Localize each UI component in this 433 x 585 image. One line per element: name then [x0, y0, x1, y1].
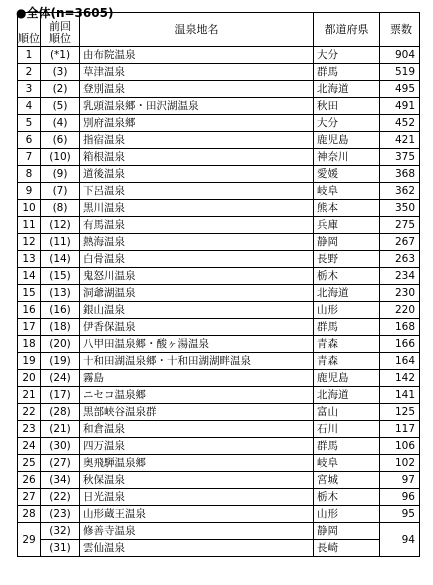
votes-cell: 275 [380, 217, 420, 234]
votes-cell: 95 [380, 506, 420, 523]
previous-rank-cell: (32) [41, 523, 80, 540]
prefecture-cell: 熊本 [314, 200, 380, 217]
table-row-4 [18, 98, 420, 115]
rank-cell: 23 [18, 421, 41, 438]
onsen-name-cell: ニセコ温泉郷 [80, 387, 314, 404]
rank-cell: 7 [18, 149, 41, 166]
table-row-9 [18, 183, 420, 200]
table-row-16 [18, 302, 420, 319]
table-row-21 [18, 387, 420, 404]
header-rank: 順位 [18, 13, 41, 47]
prefecture-cell: 山形 [314, 506, 380, 523]
onsen-name-cell: 日光温泉 [80, 489, 314, 506]
rank-cell: 13 [18, 251, 41, 268]
previous-rank-cell: (2) [41, 81, 80, 98]
prefecture-cell: 愛媛 [314, 166, 380, 183]
table-row-27 [18, 489, 420, 506]
votes-cell: 102 [380, 455, 420, 472]
previous-rank-cell: (3) [41, 64, 80, 81]
votes-cell: 491 [380, 98, 420, 115]
onsen-name-cell: 洞爺湖温泉 [80, 285, 314, 302]
onsen-name-cell: 有馬温泉 [80, 217, 314, 234]
rank-cell: 26 [18, 472, 41, 489]
onsen-name-cell: 道後温泉 [80, 166, 314, 183]
onsen-name-cell: 下呂温泉 [80, 183, 314, 200]
onsen-ranking-table [17, 12, 420, 557]
onsen-name-cell: 霧島 [80, 370, 314, 387]
prefecture-cell: 大分 [314, 47, 380, 64]
votes-cell: 166 [380, 336, 420, 353]
prefecture-cell: 静岡 [314, 234, 380, 251]
table-body [18, 47, 420, 557]
onsen-name-cell: 秋保温泉 [80, 472, 314, 489]
table-row-1 [18, 47, 420, 64]
onsen-name-cell: 指宿温泉 [80, 132, 314, 149]
prefecture-cell: 群馬 [314, 438, 380, 455]
rank-cell: 18 [18, 336, 41, 353]
prefecture-cell: 長崎 [314, 540, 380, 557]
rank-cell: 25 [18, 455, 41, 472]
votes-cell: 96 [380, 489, 420, 506]
previous-rank-cell: (6) [41, 132, 80, 149]
previous-rank-cell: (28) [41, 404, 80, 421]
table-row-18 [18, 336, 420, 353]
table-row-10 [18, 200, 420, 217]
onsen-name-cell: 八甲田温泉郷・酸ヶ湯温泉 [80, 336, 314, 353]
rank-cell: 28 [18, 506, 41, 523]
header-prefecture: 都道府県 [314, 13, 380, 47]
previous-rank-cell: (21) [41, 421, 80, 438]
previous-rank-cell: (16) [41, 302, 80, 319]
table-row-25 [18, 455, 420, 472]
table-row-6 [18, 132, 420, 149]
previous-rank-cell: (9) [41, 166, 80, 183]
rank-cell: 11 [18, 217, 41, 234]
rank-cell: 9 [18, 183, 41, 200]
table-row-3 [18, 81, 420, 98]
table-row-23 [18, 421, 420, 438]
table-row-tie-29a [18, 523, 420, 540]
table-row-28 [18, 506, 420, 523]
previous-rank-cell: (4) [41, 115, 80, 132]
prefecture-cell: 静岡 [314, 523, 380, 540]
header-onsen-name: 温泉地名 [80, 13, 314, 47]
table-row-11 [18, 217, 420, 234]
rank-cell: 24 [18, 438, 41, 455]
onsen-name-cell: 由布院温泉 [80, 47, 314, 64]
rank-cell: 1 [18, 47, 41, 64]
prefecture-cell: 兵庫 [314, 217, 380, 234]
rank-cell: 4 [18, 98, 41, 115]
prefecture-cell: 山形 [314, 302, 380, 319]
rank-cell: 5 [18, 115, 41, 132]
votes-cell: 220 [380, 302, 420, 319]
prefecture-cell: 秋田 [314, 98, 380, 115]
table-row-26 [18, 472, 420, 489]
onsen-name-cell: 四万温泉 [80, 438, 314, 455]
table-row-13 [18, 251, 420, 268]
votes-cell: 519 [380, 64, 420, 81]
prefecture-cell: 岐阜 [314, 455, 380, 472]
votes-cell: 267 [380, 234, 420, 251]
previous-rank-cell: (20) [41, 336, 80, 353]
onsen-name-cell: 乳頭温泉郷・田沢湖温泉 [80, 98, 314, 115]
table-row-22 [18, 404, 420, 421]
votes-cell: 168 [380, 319, 420, 336]
rank-cell: 2 [18, 64, 41, 81]
votes-cell: 230 [380, 285, 420, 302]
prefecture-cell: 宮城 [314, 472, 380, 489]
prefecture-cell: 青森 [314, 336, 380, 353]
previous-rank-cell: (22) [41, 489, 80, 506]
previous-rank-cell: (23) [41, 506, 80, 523]
onsen-name-cell: 奥飛騨温泉郷 [80, 455, 314, 472]
onsen-name-cell: 草津温泉 [80, 64, 314, 81]
onsen-name-cell: 箱根温泉 [80, 149, 314, 166]
prefecture-cell: 長野 [314, 251, 380, 268]
previous-rank-cell: (*1) [41, 47, 80, 64]
votes-cell: 117 [380, 421, 420, 438]
previous-rank-cell: (27) [41, 455, 80, 472]
votes-cell: 368 [380, 166, 420, 183]
votes-cell: 375 [380, 149, 420, 166]
previous-rank-cell: (8) [41, 200, 80, 217]
votes-cell: 495 [380, 81, 420, 98]
onsen-name-cell: 伊香保温泉 [80, 319, 314, 336]
table-row-15 [18, 285, 420, 302]
onsen-name-cell: 黒川温泉 [80, 200, 314, 217]
prefecture-cell: 栃木 [314, 489, 380, 506]
rank-cell: 19 [18, 353, 41, 370]
rank-cell: 15 [18, 285, 41, 302]
rank-cell: 27 [18, 489, 41, 506]
table-row-24 [18, 438, 420, 455]
table-row-5 [18, 115, 420, 132]
rank-cell: 12 [18, 234, 41, 251]
table-row-tie-29b [18, 540, 420, 557]
rank-cell: 6 [18, 132, 41, 149]
onsen-name-cell: 登別温泉 [80, 81, 314, 98]
table-row-12 [18, 234, 420, 251]
onsen-name-cell: 山形蔵王温泉 [80, 506, 314, 523]
prefecture-cell: 群馬 [314, 319, 380, 336]
table-row-17 [18, 319, 420, 336]
votes-cell: 421 [380, 132, 420, 149]
prefecture-cell: 富山 [314, 404, 380, 421]
votes-cell: 94 [380, 523, 420, 557]
onsen-name-cell: 修善寺温泉 [80, 523, 314, 540]
table-row-2 [18, 64, 420, 81]
rank-cell: 8 [18, 166, 41, 183]
rank-cell: 16 [18, 302, 41, 319]
table-row-8 [18, 166, 420, 183]
onsen-name-cell: 別府温泉郷 [80, 115, 314, 132]
onsen-name-cell: 黒部峡谷温泉群 [80, 404, 314, 421]
table-caption: ●全体(n=3605) [16, 6, 114, 20]
prefecture-cell: 鹿児島 [314, 370, 380, 387]
votes-cell: 362 [380, 183, 420, 200]
rank-cell: 20 [18, 370, 41, 387]
onsen-name-cell: 十和田湖温泉郷・十和田湖湖畔温泉 [80, 353, 314, 370]
previous-rank-cell: (13) [41, 285, 80, 302]
previous-rank-cell: (5) [41, 98, 80, 115]
previous-rank-cell: (31) [41, 540, 80, 557]
rank-cell: 21 [18, 387, 41, 404]
votes-cell: 452 [380, 115, 420, 132]
previous-rank-cell: (7) [41, 183, 80, 200]
table-row-19 [18, 353, 420, 370]
prefecture-cell: 青森 [314, 353, 380, 370]
votes-cell: 234 [380, 268, 420, 285]
votes-cell: 164 [380, 353, 420, 370]
rank-cell: 17 [18, 319, 41, 336]
votes-cell: 106 [380, 438, 420, 455]
votes-cell: 97 [380, 472, 420, 489]
onsen-name-cell: 鬼怒川温泉 [80, 268, 314, 285]
previous-rank-cell: (18) [41, 319, 80, 336]
prefecture-cell: 石川 [314, 421, 380, 438]
previous-rank-cell: (15) [41, 268, 80, 285]
previous-rank-cell: (17) [41, 387, 80, 404]
table-row-20 [18, 370, 420, 387]
prefecture-cell: 群馬 [314, 64, 380, 81]
onsen-name-cell: 雲仙温泉 [80, 540, 314, 557]
prefecture-cell: 北海道 [314, 285, 380, 302]
rank-cell: 22 [18, 404, 41, 421]
rank-cell: 29 [18, 523, 41, 557]
previous-rank-cell: (24) [41, 370, 80, 387]
rank-cell: 3 [18, 81, 41, 98]
prefecture-cell: 神奈川 [314, 149, 380, 166]
votes-cell: 350 [380, 200, 420, 217]
prefecture-cell: 北海道 [314, 81, 380, 98]
votes-cell: 125 [380, 404, 420, 421]
header-previous-line2: 順位 [49, 32, 71, 45]
previous-rank-cell: (12) [41, 217, 80, 234]
table-row-7 [18, 149, 420, 166]
votes-cell: 142 [380, 370, 420, 387]
votes-cell: 263 [380, 251, 420, 268]
onsen-name-cell: 熱海温泉 [80, 234, 314, 251]
previous-rank-cell: (10) [41, 149, 80, 166]
table-row-14 [18, 268, 420, 285]
previous-rank-cell: (34) [41, 472, 80, 489]
prefecture-cell: 北海道 [314, 387, 380, 404]
previous-rank-cell: (14) [41, 251, 80, 268]
prefecture-cell: 鹿児島 [314, 132, 380, 149]
previous-rank-cell: (11) [41, 234, 80, 251]
votes-cell: 904 [380, 47, 420, 64]
votes-cell: 141 [380, 387, 420, 404]
onsen-name-cell: 銀山温泉 [80, 302, 314, 319]
prefecture-cell: 大分 [314, 115, 380, 132]
rank-cell: 10 [18, 200, 41, 217]
header-previous-line1: 前回 [49, 20, 71, 33]
prefecture-cell: 岐阜 [314, 183, 380, 200]
onsen-name-cell: 和倉温泉 [80, 421, 314, 438]
onsen-name-cell: 白骨温泉 [80, 251, 314, 268]
prefecture-cell: 栃木 [314, 268, 380, 285]
header-votes: 票数 [380, 13, 420, 47]
rank-cell: 14 [18, 268, 41, 285]
previous-rank-cell: (19) [41, 353, 80, 370]
previous-rank-cell: (30) [41, 438, 80, 455]
